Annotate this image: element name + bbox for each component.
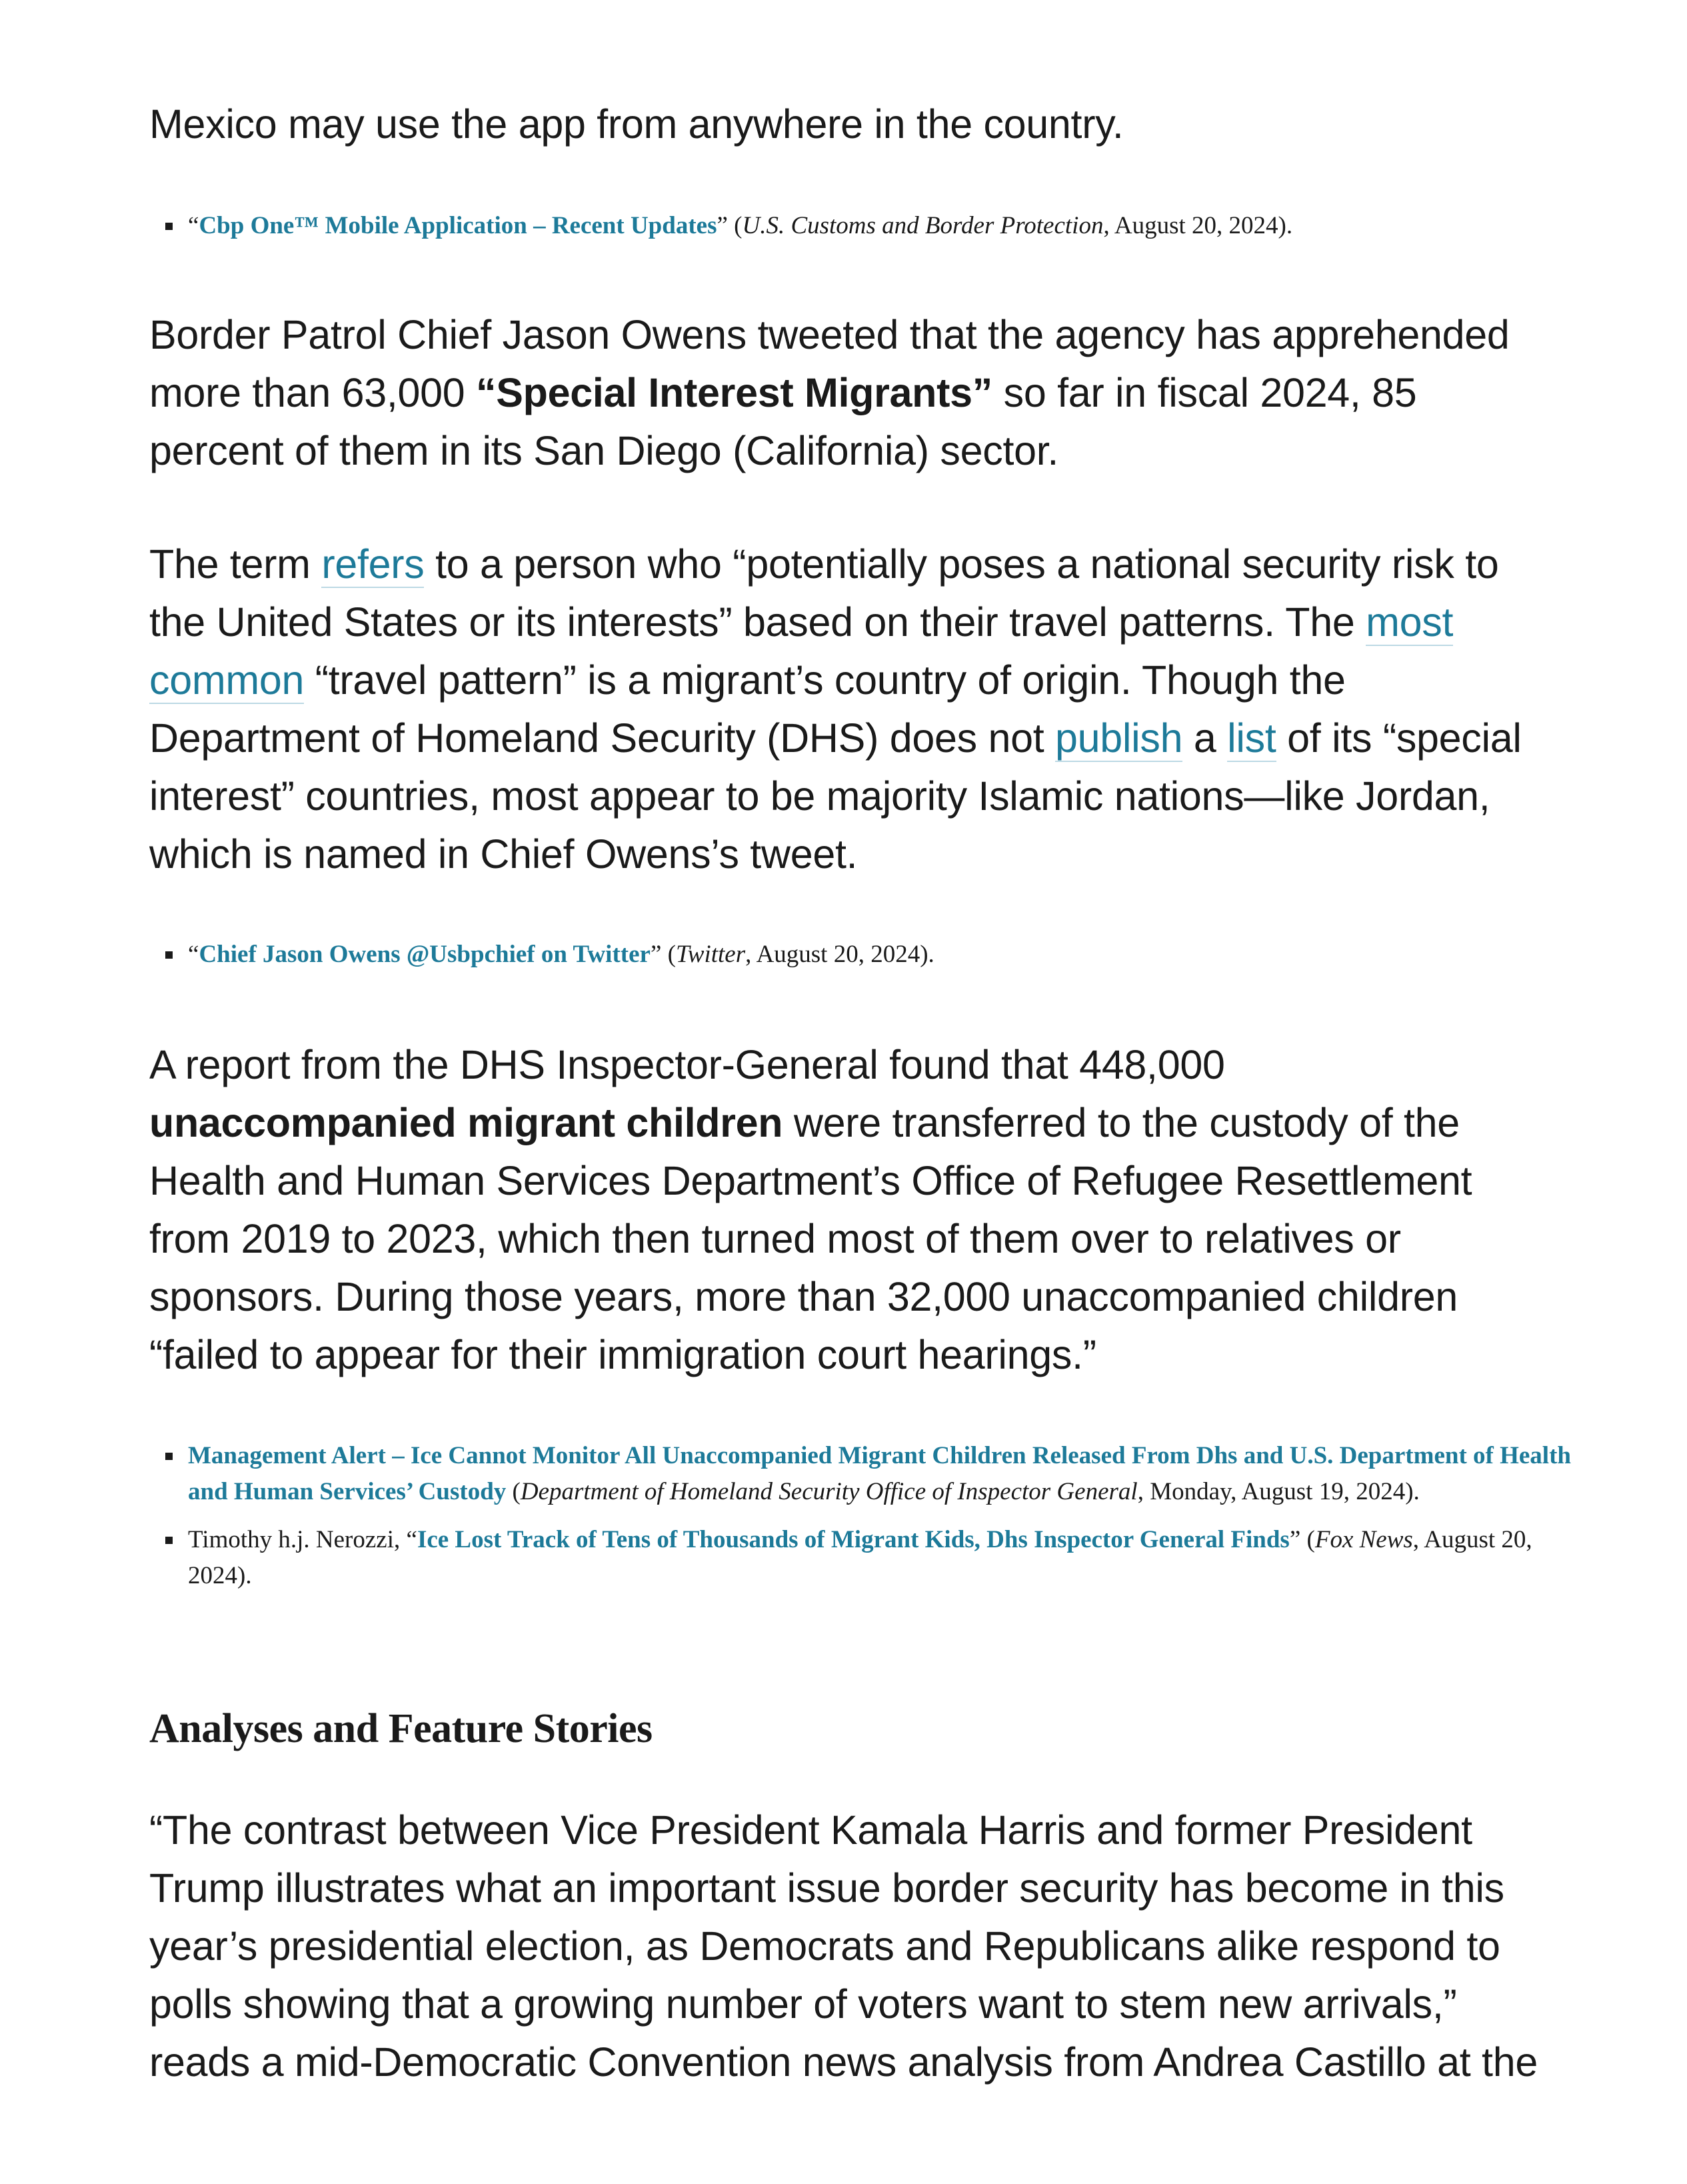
paragraph-text: were transferred to the custody of the Health and Human Services Department’s Office of Refugee Resettlement from 2019 to 2023, which then turned most of them over to relatives or sponsors. During those years, more than 32,000 unaccompanied children “failed to appear for their immigration court hearings.” — [149, 1100, 1472, 1377]
citation-link-owens-twitter[interactable]: Chief Jason Owens @Usbpchief on Twitter — [199, 941, 651, 968]
link-publish[interactable]: publish — [1055, 715, 1183, 761]
citation-item — [188, 937, 1581, 973]
citation-item — [188, 1438, 1581, 1510]
paragraph-cbp-app — [149, 95, 1542, 153]
citation-link-management-alert[interactable]: Management Alert – Ice Cannot Monitor All Unaccompanied Migrant Children Released From Dhs and U.S. Department of Health and Human Services’ Custody — [188, 1442, 1571, 1505]
quote-mark: “ — [188, 941, 199, 968]
citation-link-cbp-one[interactable]: Cbp One™ Mobile Application – Recent Updates — [199, 212, 717, 239]
paragraph-text: A report from the DHS Inspector-General found that 448,000 — [149, 1042, 1225, 1087]
paragraph-text: “travel pattern” is a migrant’s country of origin. Though the Department of Homeland Security (DHS) does not — [149, 657, 1346, 761]
paragraph-text: to a person who “potentially poses a national security risk to the United States or its interests” based on their travel patterns. The — [149, 541, 1499, 645]
paragraph-analysis-quote — [149, 1801, 1542, 2091]
paragraph-text: Mexico may use the app from anywhere in the country. — [149, 101, 1124, 147]
quote-mark: ” ( — [717, 212, 743, 239]
citation-link-fox-news[interactable]: Ice Lost Track of Tens of Thousands of Migrant Kids, Dhs Inspector General Finds — [417, 1526, 1290, 1553]
citation-date: , August 20, 2024). — [745, 941, 934, 968]
link-most-common[interactable]: most common — [149, 599, 1454, 703]
paragraph-text: “The contrast between Vice President Kamala Harris and former President Trump illustrates what an important issue border security has become in this year’s presidential election, as Democrats and Republicans alike respond to polls showing that a growing number of voters want to stem new arrivals,” reads a mid-Democratic Convention news analysis from Andrea Castillo at the — [149, 1807, 1538, 2085]
citation-source: Department of Homeland Security Office of Inspector General — [520, 1478, 1138, 1505]
citation-date: , Monday, August 19, 2024). — [1137, 1478, 1420, 1505]
quote-mark: “ — [188, 212, 199, 239]
citation-list-cbp — [149, 208, 1581, 256]
citation-source: Fox News — [1314, 1526, 1413, 1553]
paragraph-special-interest — [149, 306, 1542, 480]
citation-date: , August 20, 2024). — [188, 1526, 1532, 1589]
bold-term: unaccompanied migrant children — [149, 1100, 783, 1145]
paren: ( — [506, 1478, 521, 1505]
quote-mark: ” ( — [1289, 1526, 1315, 1553]
citation-list-twitter — [149, 937, 1581, 985]
citation-source: U.S. Customs and Border Protection — [742, 212, 1104, 239]
citation-item — [188, 1522, 1581, 1594]
paragraph-text: of its “special interest” countries, most appear to be majority Islamic nations—like Jordan, which is named in Chief Owens’s tweet. — [149, 715, 1522, 877]
paragraph-text: Border Patrol Chief Jason Owens tweeted that the agency has apprehended more than 63,000 — [149, 312, 1510, 415]
citation-author: Timothy h.j. Nerozzi, “ — [188, 1526, 417, 1553]
paragraph-text: so far in fiscal 2024, 85 percent of them in its San Diego (California) sector. — [149, 370, 1417, 473]
paragraph-term-definition — [149, 535, 1542, 883]
paragraph-unaccompanied-children — [149, 1036, 1542, 1384]
bold-term: “Special Interest Migrants” — [476, 370, 992, 415]
citation-item — [188, 208, 1581, 244]
paragraph-text: The term — [149, 541, 322, 587]
paragraph-text: a — [1182, 715, 1228, 761]
citation-date: , August 20, 2024). — [1103, 212, 1293, 239]
link-list[interactable]: list — [1227, 715, 1276, 761]
link-refers[interactable]: refers — [321, 541, 425, 587]
section-heading: Analyses and Feature Stories — [149, 1706, 653, 1751]
citation-list-ig — [149, 1438, 1581, 1606]
quote-mark: ” ( — [650, 941, 676, 968]
citation-source: Twitter — [675, 941, 746, 968]
